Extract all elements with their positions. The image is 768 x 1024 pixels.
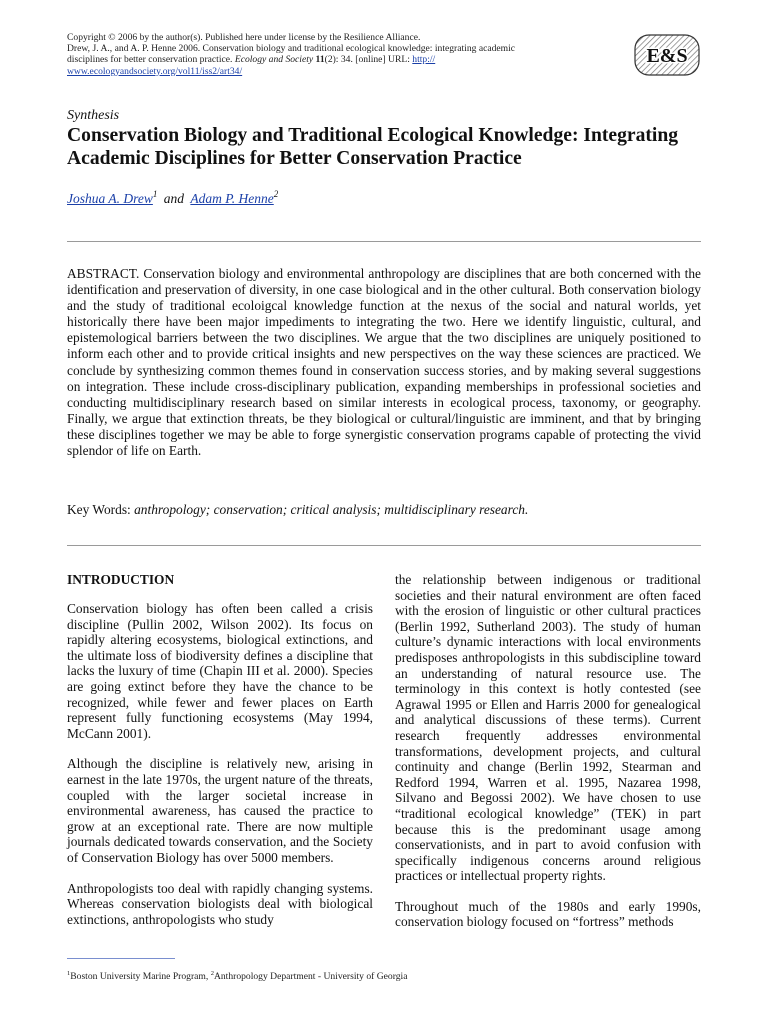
body-paragraph: Although the discipline is relatively new, arising in earnest in the late 1970s, the urgent nature of the threats, coupled with the larger societal increase in environmental awareness, has caused the practice to grow at an exceptional rate. There are now multiple journals dedicated towards conservation, and the Society of Conservation Biology has over 5000 members. [67, 756, 373, 865]
body-paragraph: Conservation biology has often been called a crisis discipline (Pullin 2002, Wilson 2002). Its focus on rapidly altering ecosystems, biological extinctions, and the ultimate loss of biodiversity defines a discipline that lacks the luxury of time (Chapin III et al. 2000). Species are going extinct before they have the chance to be recognized, while fewer and fewer places on Earth represent fully functioning ecosystems (May 1994, McCann 2001). [67, 601, 373, 741]
body-paragraph: Anthropologists too deal with rapidly changing systems. Whereas conservation biologists deal with biological extinctions, anthropologists who study [67, 880, 373, 927]
volume-number: 11 [313, 54, 325, 66]
body-paragraph: the relationship between indigenous or traditional societies and their natural environment are often faced with the erosion of linguistic or other cultural practices (Berlin 1992, Sutherland 2003). The study of human culture’s dynamic interactions with local environments predisposes anthropologists in this subdiscipline toward an understanding of natural resource use. The terminology in this context is hotly contested (see Agrawal 1995 or Ellen and Harris 2000 for genealogical and analytical discussions of these terms). Current research frequently addresses environmental transformations, development projects, and cultural continuity and change (Berlin 1992, Stearman and Redford 1994, Warren et al. 1995, Nazarea 1998, Silvano and Begossi 2002). We have chosen to use “traditional ecological knowledge” (TEK) in part because this is the predominant usage among conservationists, and in part to avoid confusion with specifically indigenous concerns around religious practices or intellectual property rights. [395, 572, 701, 884]
copyright-notice [67, 32, 527, 77]
body-column-left [67, 572, 373, 927]
es-journal-logo [634, 34, 700, 76]
abstract: ABSTRACT. Conservation biology and environmental anthropology are disciplines that are both concerned with the identification and preservation of diversity, in one case biological and in the other cultural. Both conservation biology and the study of traditional ecoloigcal knowledge function at the nexus of the social and natural worlds, yet historically there have been major impediments to integrating the two. Here we identify linguistic, cultural, and epistemological barriers between the two disciplines. We argue that the two disciplines are uniquely positioned to inform each other and to provide critical insights and new perspectives on the way these sciences are practiced. We conclude by synthesizing common themes found in conservation success stories, and by making several suggestions on integration. These include cross-disciplinary publication, expanding memberships in professional societies and conducting multidisciplinary research based on similar interests in ecological process, taxonomy, or geography. Finally, we argue that extinction threats, be they biological or cultural/linguistic are imminent, and that by bringing these disciplines together we may be able to forge synergistic conservation programs capable of protecting the vivid splendor of life on Earth. [67, 266, 701, 459]
author-name[interactable]: Adam P. Henne [190, 191, 274, 206]
logo-text: E&S [646, 45, 688, 67]
footnote-mark: 2 [210, 970, 214, 977]
copyright-line: Copyright © 2006 by the author(s). Published here under license by the Resilience Alliance. [67, 32, 421, 43]
journal-name: Ecology and Society [234, 54, 314, 66]
footnote-mark: 1 [67, 970, 71, 977]
divider [67, 545, 701, 546]
author-name[interactable]: Joshua A. Drew [67, 191, 153, 206]
citation-text: Drew, J. A., and A. P. Henne 2006. Conservation biology and traditional ecological knowledge: integrating academic disciplines for better conservation practice. [67, 43, 516, 66]
body-paragraph: Throughout much of the 1980s and early 1990s, conservation biology focused on “fortress” methods [395, 898, 701, 930]
keywords-list: anthropology; conservation; critical analysis; multidisciplinary research. [134, 502, 529, 517]
body-column-right [395, 572, 701, 930]
keywords [67, 502, 701, 518]
footnote-text: Anthropology Department - University of Georgia [213, 971, 408, 983]
issue-info: (2): 34. [online] URL: [324, 54, 413, 66]
footnote-rule [67, 958, 175, 959]
author-joiner: and [163, 191, 184, 206]
article-title: Conservation Biology and Traditional Ecological Knowledge: Integrating Academic Disciplines for Better Conservation Practice [67, 125, 679, 169]
author-list [67, 191, 278, 207]
keywords-label: Key Words: [67, 502, 135, 517]
affiliation-mark: 1 [152, 189, 158, 199]
affiliation-mark: 2 [273, 189, 279, 199]
footnote-text: Boston University Marine Program, [70, 971, 211, 983]
section-heading: INTRODUCTION [67, 572, 175, 587]
divider [67, 241, 701, 242]
article-url-link-cont[interactable]: www.ecologyandsociety.org/vol11/iss2/art34/ [67, 65, 243, 77]
article-url-link[interactable]: http:// [412, 54, 436, 66]
footnote [67, 970, 407, 982]
citation [67, 43, 527, 77]
section-label: Synthesis [67, 108, 120, 123]
